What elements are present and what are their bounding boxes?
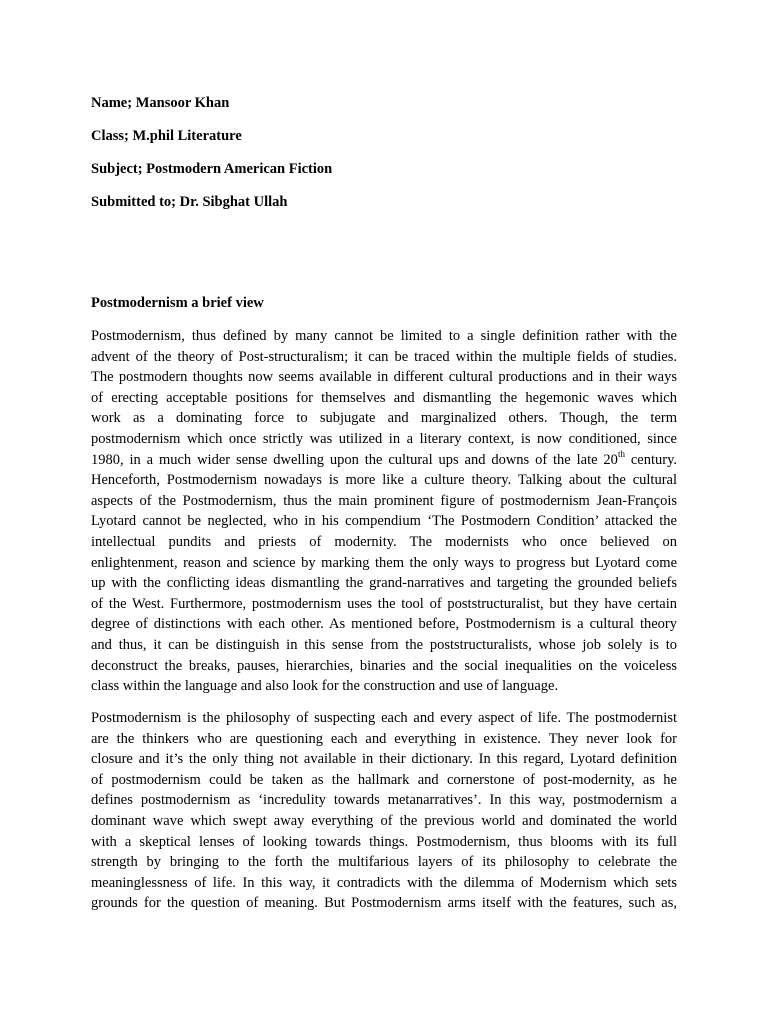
subject-line: Subject; Postmodern American Fiction (91, 161, 333, 177)
student-name: Name; Mansoor Khan (91, 95, 230, 111)
paragraph-line: are the thinkers who are questioning each and everything in existence. They never look for (91, 730, 677, 747)
paragraph-line: intellectual pundits and priests of modernity. The modernists who once believed on (91, 533, 677, 550)
paragraph-line: class within the language and also look for the construction and use of language. (91, 678, 559, 695)
superscript-th: th (617, 448, 625, 459)
paragraph-line: up with the conflicting ideas dismantling the grand-narratives and targeting the grounded beliefs (91, 575, 677, 592)
paragraph-line: postmodernism which once strictly was utilized in a literary context, is now conditioned, since (91, 430, 677, 447)
submitted-to-line: Submitted to; Dr. Sibghat Ullah (91, 194, 288, 210)
paragraph-line: deconstruct the breaks, pauses, hierarchies, binaries and the social inequalities on the voiceless (91, 657, 677, 674)
paragraph-line: advent of the theory of Post-structuralism; it can be traced within the multiple fields of studies. (91, 348, 677, 365)
paragraph-line: with a skeptical lenses of looking towards things. Postmodernism, thus blooms with its full (91, 833, 677, 850)
class-line: Class; M.phil Literature (91, 128, 242, 144)
paragraph-line: grounds for the question of meaning. But Postmodernism arms itself with the features, such as, (91, 895, 677, 912)
paragraph-line: strength by bringing to the forth the multifarious layers of its philosophy to celebrate the (91, 854, 677, 871)
line-text: 1980, in a much wider sense dwelling upon the cultural ups and downs of the late 20 (91, 451, 618, 468)
paragraph-line: closure and it’s the only thing not available in their dictionary. In this regard, Lyotard definition (91, 751, 677, 768)
section-heading: Postmodernism a brief view (91, 295, 264, 311)
paragraph-line: meaninglessness of life. In this way, it contradicts with the dilemma of Modernism which sets (91, 874, 677, 891)
paragraph-line-with-superscript (91, 450, 677, 471)
paragraph-line: work as a dominating force to subjugate and marginalized others. Though, the term (91, 410, 677, 427)
paragraph-line: The postmodern thoughts now seems available in different cultural productions and in their ways (91, 369, 677, 386)
paragraph-line: Henceforth, Postmodernism nowadays is more like a culture theory. Talking about the cultural (91, 472, 677, 489)
paragraph-line: and thus, it can be distinguish in this sense from the poststructuralists, whose job solely is to (91, 636, 677, 653)
paragraph-line: of the West. Furthermore, postmodernism uses the tool of poststructuralist, but they have certain (91, 595, 677, 612)
line-tail: century. (630, 451, 678, 468)
paragraph-line: of erecting acceptable positions for themselves and dismantling the hegemonic waves which (91, 389, 677, 406)
paragraph-line: Postmodernism, thus defined by many cannot be limited to a single definition rather with the (91, 328, 677, 344)
paragraph-line: aspects of the Postmodernism, thus the main prominent figure of postmodernism Jean-François (91, 492, 677, 509)
paragraph-line: enlightenment, reason and science by marking them the only ways to progress but Lyotard come (91, 554, 677, 571)
paragraph-line: degree of distinctions with each other. As mentioned before, Postmodernism is a cultural theory (91, 616, 677, 633)
paragraph-2 (91, 708, 677, 914)
paragraph-line: of postmodernism could be taken as the hallmark and cornerstone of post-modernity, as he (91, 771, 677, 788)
paragraph-1 (91, 326, 677, 697)
paragraph-line: dominant wave which swept away everything of the previous world and dominated the world (91, 812, 677, 829)
paragraph-line: Postmodernism is the philosophy of suspecting each and every aspect of life. The postmodernist (91, 710, 677, 726)
paragraph-line: defines postmodernism as ‘incredulity towards metanarratives’. In this way, postmodernism a (91, 792, 677, 809)
paragraph-line: Lyotard cannot be neglected, who in his compendium ‘The Postmodern Condition’ attacked the (91, 513, 677, 530)
